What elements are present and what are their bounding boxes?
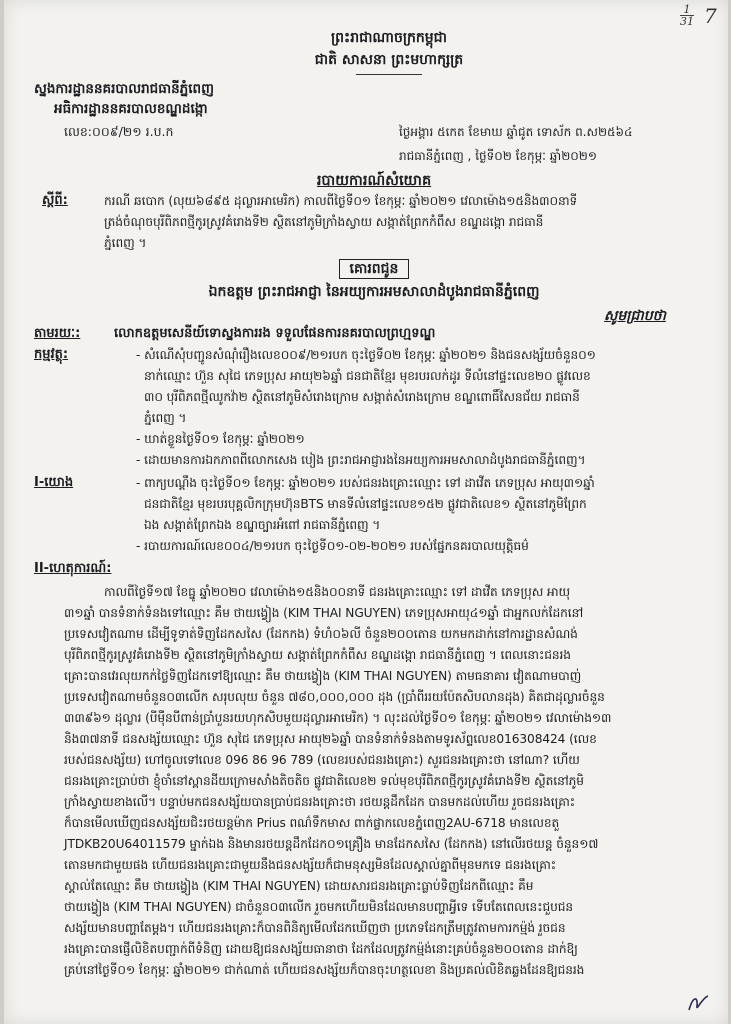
basis-label: I-យោង <box>34 475 74 490</box>
subject-label: ស្តីពី: <box>42 193 68 208</box>
facts-line: ៣៣៩៦១ ដុល្លារ (បីម៉ឺនបីពាន់ប្រាំបួនរយហុកសិបមួយដុល្លារអាមេរិក) ។ លុះដល់ថ្ងៃទី០១ ខែកុម្ភៈ ឆ្នាំ២០២១ វេលាម៉ោង១៣ <box>64 711 612 725</box>
facts-line: និង៣៧នាទី ជនសង្ស័យឈ្មោះ ហ៊ួន សុជៃ ភេទប្រុស អាយុ២៦ឆ្នាំ បានទំនាក់ទំនងតាមទូរស័ព្ទលេខ016308424 (លេខ <box>64 732 597 746</box>
basis-line: ឯង សង្កាត់ព្រែកឯង ខណ្ឌច្បារអំពៅ រាជធានីភ្នំពេញ ។ <box>144 518 381 532</box>
facts-line: ថាយង្វៀង (KIM THAI NGUYEN) ជាចំនួន០៣លើក រួចមកហើយមិនដែលមានបញ្ហាអ្វីទេ ទើបតែពេលនេះជួបជន <box>64 900 574 914</box>
reference-line: - ឃាត់ខ្លួនថ្ងៃទី០១ ខែកុម្ភៈ ឆ្នាំ២០២១ <box>136 432 305 446</box>
corner-fraction-note <box>680 4 694 27</box>
facts-line: តោនមកជាមួយផង ហើយជនរងគ្រោះជាមួយនឹងជនសង្ស័យក៏ជាមនុស្សមិនដែលស្គាល់គ្នាពីមុនមកទេ ជនរងគ្រោះ <box>64 858 557 872</box>
basis-line: - ពាក្យបណ្តឹង ចុះថ្ងៃទី០១ ខែកុម្ភៈ ឆ្នាំ២០២១ របស់ជនរងគ្រោះឈ្មោះ ទៅ ដាវើត ភេទប្រុស អាយុ៣១ឆ្នាំ <box>136 476 595 490</box>
facts-line: រងគ្រោះបានផ្ញើលិខិតបញ្ជាក់ពីទំនិញ ដោយឱ្យជនសង្ស័យធានាថា ដែកដែលត្រូវកម្ម៉ង់នោះគ្រប់ចំនួន២០០តោន ដាក់ឱ្យ <box>64 942 578 956</box>
subject-line: ត្រង់ចំណុចបុរីពិភពថ្មីកូរស្រូវគំរោងទី២ ស្ថិតនៅភូមិក្រាំងស្វាយ សង្កាត់ព្រែកកំពឹស ខណ្ឌដង្កោ រាជធានី <box>104 215 544 229</box>
reference-line: ភ្នំពេញ ។ <box>144 411 187 425</box>
agency-line-1: ស្នងការដ្ឋាននគរបាលរាជធានីភ្នំពេញ <box>34 81 214 97</box>
via-label: តាមរយៈ: <box>34 326 81 341</box>
solar-date: រាជធានីភ្នំពេញ , ថ្ងៃទី០២ ខែកុម្ភៈ ឆ្នាំ២០២១ <box>399 149 597 163</box>
basis-line: ជនជាតិខ្មែរ មុខរបរបុគ្គលិកក្រុមហ៊ុនBTS មានទីលំនៅផ្ទះលេខ១៥២ ផ្លូវជាតិលេខ១ ស្ថិតនៅភូមិព្រែក <box>144 497 587 511</box>
reference-number: លេខ:០០៩/២១ រ.ប.ក <box>64 124 174 139</box>
facts-line: ស្គាល់តែឈ្មោះ គឹម ថាយង្វៀង (KIM THAI NGUYEN) ដោយសារជនរងគ្រោះធ្លាប់ទិញដែកពីឈ្មោះ គឹម <box>64 879 534 893</box>
recipient-line: ឯកឧត្តម ព្រះរាជអាជ្ញា នៃអយ្យការអមសាលាដំបូងរាជធានីភ្នំពេញ <box>208 284 540 300</box>
facts-line: ជនរងគ្រោះប្រាប់ថា ខ្ញុំចាំនៅស្ពានដីយក្រោមសាំងតិចតិច ផ្លូវជាតិលេខ២ ទល់មុខបុរីពិភពថ្មីកូរស្រូវគំរោងទី២ ស្ថិតនៅភូមិ <box>64 774 584 788</box>
reference-line: នាក់ឈ្មោះ ហ៊ួន សុជៃ ភេទប្រុស អាយុ២៦ឆ្នាំ ជនជាតិខ្មែរ មុខរបរលក់ដូរ ទីលំនៅផ្ទះលេខ២០ ផ្លូវលេខ <box>144 369 591 383</box>
via-text: លោកឧត្តមសេនីយ៍ទោស្នងការរង ទទួលផែនការនគរបាលព្រហ្មទណ្ឌ <box>114 326 436 341</box>
basis-line: - របាយការណ៍លេខ០០៤/២១របក ចុះថ្ងៃទី០១-០២-២០២១ របស់ផ្នែកនគរបាលយុត្តិធម៌ <box>136 539 529 553</box>
facts-line: ប្រទេសវៀតណាម ដើម្បីទូទាត់ទិញដែកសសៃ (ដែកកង) ទំហំ០៦លី ចំនួន២០០តោន យកមកដាក់នៅការដ្ឋានសំណង់ <box>64 627 578 641</box>
respectfully-heading: គោរពជូន <box>339 259 410 279</box>
facts-label: II-ហេតុការណ៍: <box>34 561 112 576</box>
subject-line: ភ្នំពេញ ។ <box>104 236 147 250</box>
kingdom-heading: ព្រះរាជាណាចក្រកម្ពុជា <box>330 30 447 46</box>
facts-line: ក្រាំងស្វាយខាងលើ។ បន្ទាប់មកជនសង្ស័យបានប្រាប់ជនរងគ្រោះថា រថយន្តដឹកដែក បានមកដល់ហើយ រួចជនរងគ្រោះ <box>64 795 576 809</box>
subject-line: ករណី ឆបោក (លុយ៦៨៩៥ ដុល្លារអាមេរិក) កាលពីថ្ងៃទី០១ ខែកុម្ភៈ ឆ្នាំ២០២១ វេលាម៉ោង១៥និង៣០នាទី <box>104 194 578 208</box>
facts-line: JTDKB20U64011579 ម្នាក់ឯង និងមានរថយន្តដឹកដែក០១គ្រឿង មានដែកសសៃ (ដែកកង) នៅលើរថយន្ត ចំនួន១៧ <box>64 837 599 851</box>
handwritten-initial-icon <box>686 990 712 1016</box>
document-title: របាយការណ៍សំយោគ <box>316 173 432 189</box>
respectfully-box <box>304 258 444 280</box>
facts-line: គ្រោះបានវេរលុយកក់ថ្លៃទិញដែកទៅឱ្យឈ្មោះ គឹម ថាយង្វៀង (KIM THAI NGUYEN) តាមធនាគារ វៀតណាមបាញ់ <box>64 669 582 683</box>
facts-line: កាលពីថ្ងៃទី១៧ ខែធ្នូ ឆ្នាំ២០២០ វេលាម៉ោង១៥និង០០នាទី ជនរងគ្រោះឈ្មោះ ទៅ ដាវើត ភេទប្រុស អាយុ <box>104 585 571 599</box>
facts-line: ក៏បានមើលឃើញជនសង្ស័យជិះរថយន្តម៉ាក Prius ពណ៌ទឹកមាស ពាក់ផ្លាកលេខភ្នំពេញ2AU-6718 មានលេខតួ <box>64 816 560 830</box>
fraction-bottom: 31 <box>680 15 694 28</box>
salutation: សូមជ្រាបថា <box>604 308 666 324</box>
reference-line: - សំណើសុំបញ្ជូនសំណុំរឿងលេខ០០៩/២១របក ចុះថ្ងៃទី០២ ខែកុម្ភៈ ឆ្នាំ២០២១ និងជនសង្ស័យចំនួន០១ <box>136 348 596 362</box>
corner-mark: 7 <box>704 4 717 28</box>
lunar-date: ថ្ងៃអង្គារ ៥កេត ខែមាឃ ឆ្នាំជូត ទោស័ក ព.ស២៥៦៤ <box>399 125 633 139</box>
national-motto: ជាតិ សាសនា ព្រះមហាក្សត្រ <box>314 52 464 68</box>
reference-label: កម្មវត្ថុ: <box>34 347 69 362</box>
facts-line: សង្ស័យមានបញ្ហាតែម្តង។ ហើយជនរងគ្រោះក៏បានពិនិត្យមើលដែកឃើញថា ប្រភេទដែកត្រឹមត្រូវតាមការកម្ម៉ង់ រួចជន <box>64 921 566 935</box>
fraction-top: 1 <box>683 3 691 16</box>
facts-line: គ្រប់នៅថ្ងៃទី០១ ខែកុម្ភៈ ឆ្នាំ២០២១ ជាក់ណាត់ ហើយជនសង្ស័យក៏បានចុះហត្ថលេខា និងប្រគល់លិខិតឆ្លងដែនឱ្យជនរង <box>64 963 585 977</box>
facts-line: បុរីពិភពថ្មីកូរស្រូវគំរោងទី២ ស្ថិតនៅភូមិក្រាំងស្វាយ សង្កាត់ព្រែកកំពឹស ខណ្ឌដង្កោ រាជធានីភ្នំពេញ ។ ពេលនោះជនរង <box>64 648 571 662</box>
facts-line: របស់ជនសង្ស័យ) ហៅចូលទៅលេខ 096 86 96 789 (លេខរបស់ជនរងគ្រោះ) សួរជនរងគ្រោះថា នៅណា? ហើយ <box>64 753 580 767</box>
facts-line: ៣១ឆ្នាំ បានទំនាក់ទំនងទៅឈ្មោះ គឹម ថាយង្វៀង (KIM THAI NGUYEN) ភេទប្រុសអាយុ៤១ឆ្នាំ ជាអ្នកលក់ដែកនៅ <box>64 606 584 620</box>
reference-line: ៣០ បុរីពិភពថ្មីឈូកវ៉ា២ ស្ថិតនៅភូមិសំរោងក្រោម សង្កាត់សំរោងក្រោម ខណ្ឌពោធិ៍សែនជ័យ រាជធានី <box>144 390 580 404</box>
facts-line: ប្រទេសវៀតណាមចំនួន០៣លើក សរុបលុយ ចំនួន ៧៨០,០០០,០០០ ដុង (ប្រាំពីររយប៉ែតសិបលានដុង) គិតជាដុល្លារចំនួន <box>64 690 605 704</box>
document-page <box>4 0 728 1024</box>
motto-ornament <box>356 74 422 75</box>
agency-line-2: អធិការដ្ឋាននគរបាលខណ្ឌដង្កោ <box>54 101 208 117</box>
reference-line: - ដោយមានការឯកភាពពីលោកសេង បៀង ព្រះរាជអាជ្ញារងនៃអយ្យការអមសាលាដំបូងរាជធានីភ្នំពេញ។ <box>136 453 586 467</box>
